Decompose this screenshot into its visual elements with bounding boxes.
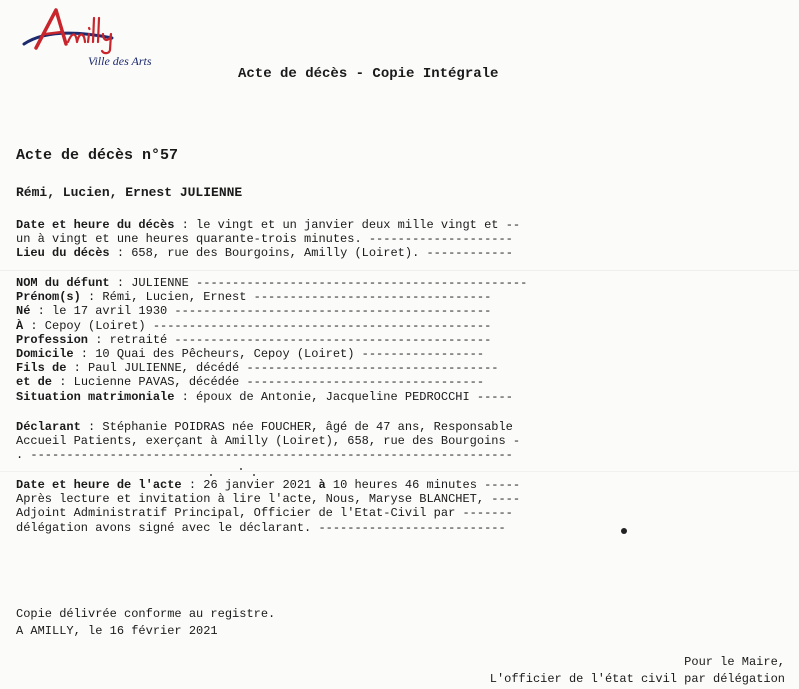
declarant-line <box>16 420 520 434</box>
marital-status-line <box>16 390 527 404</box>
declarant-section <box>16 420 520 463</box>
field-label: Date et heure de l'acte <box>16 478 182 492</box>
death-date-line <box>16 218 520 232</box>
paper-fold-line <box>0 270 799 271</box>
lastname-line <box>16 276 527 290</box>
field-label: et de <box>16 375 53 390</box>
field-value: : 658, rue des Bourgoins, Amilly (Loiret). ------------ <box>109 246 513 261</box>
field-label: Prénom(s) <box>16 290 81 305</box>
paper-speck <box>210 474 212 476</box>
field-value: 10 heures 46 minutes ----- <box>325 478 521 492</box>
field-label: Date et heure du décès <box>16 218 175 232</box>
birthplace-line <box>16 319 527 333</box>
mother-line <box>16 375 527 389</box>
logo-subtitle: Ville des Arts <box>88 54 152 68</box>
issue-place-date: A AMILLY, le 16 février 2021 <box>16 624 218 638</box>
officer-label: L'officier de l'état civil par délégation <box>489 672 785 686</box>
profession-line <box>16 333 527 347</box>
record-line-3: Adjoint Administratif Principal, Officier de l'Etat-Civil par ------- <box>16 506 513 521</box>
amilly-logo-mark <box>22 4 134 56</box>
record-section <box>16 478 520 535</box>
field-value: : 10 Quai des Pêcheurs, Cepoy (Loiret) ----------------- <box>73 346 485 361</box>
field-label: Né <box>16 304 31 319</box>
field-label: Profession <box>16 332 89 347</box>
death-details-section <box>16 218 520 261</box>
father-line <box>16 361 527 375</box>
document-title: Acte de décès - Copie Intégrale <box>238 66 499 82</box>
field-label: À <box>16 318 24 333</box>
field-value: : époux de Antonie, Jacqueline PEDROCCHI ----- <box>174 389 513 404</box>
field-label: NOM du défunt <box>16 276 110 290</box>
field-value: : le 17 avril 1930 -------------------------------------------- <box>30 304 492 319</box>
field-value: : Rémi, Lucien, Ernest --------------------------------- <box>80 290 492 305</box>
field-label: Déclarant <box>16 420 81 434</box>
field-value: : retraité -------------------------------------------- <box>88 332 492 347</box>
certification-section <box>16 606 275 640</box>
field-value: : le vingt et un janvier deux mille vingt et -- <box>174 218 521 232</box>
paper-fold-line <box>0 471 799 472</box>
field-label: Situation matrimoniale <box>16 389 175 404</box>
death-date-line-2: un à vingt et une heures quarante-trois minutes. -------------------- <box>16 232 513 247</box>
declarant-line-2: Accueil Patients, exerçant à Amilly (Loiret), 658, rue des Bourgoins - <box>16 434 521 449</box>
death-place-line <box>16 246 520 260</box>
record-date-line <box>16 478 520 492</box>
field-label: Fils de <box>16 361 67 376</box>
certified-copy-statement: Copie délivrée conforme au registre. <box>16 607 276 621</box>
field-value: : Lucienne PAVAS, décédée --------------------------------- <box>52 375 485 390</box>
deceased-details-section <box>16 276 527 404</box>
amilly-logo <box>22 4 152 68</box>
act-number: Acte de décès n°57 <box>16 147 179 164</box>
field-value: : Cepoy (Loiret) ----------------------------------------------- <box>23 318 492 333</box>
field-label: Domicile <box>16 346 74 361</box>
field-value: : 26 janvier 2021 <box>181 478 319 492</box>
born-line <box>16 304 527 318</box>
paper-speck <box>240 468 242 470</box>
ink-spot <box>621 528 627 534</box>
record-line-4: délégation avons signé avec le déclarant. -------------------------- <box>16 520 506 535</box>
firstnames-line <box>16 290 527 304</box>
field-value-bold: à <box>318 478 326 492</box>
record-line-2: Après lecture et invitation à lire l'acte, Nous, Maryse BLANCHET, ---- <box>16 492 521 507</box>
field-value: : Stéphanie POIDRAS née FOUCHER, âgé de 47 ans, Responsable <box>80 420 513 434</box>
for-mayor-label: Pour le Maire, <box>684 655 785 669</box>
paper-speck <box>253 474 255 476</box>
field-label: Lieu du décès <box>16 246 110 261</box>
signature-block <box>490 654 785 688</box>
declarant-line-3: . ------------------------------------------------------------------- <box>16 448 513 463</box>
field-value: : Paul JULIENNE, décédé ----------------------------------- <box>66 361 499 376</box>
field-value: : JULIENNE ---------------------------------------------- <box>109 276 528 290</box>
domicile-line <box>16 347 527 361</box>
deceased-full-name: Rémi, Lucien, Ernest JULIENNE <box>16 185 243 200</box>
